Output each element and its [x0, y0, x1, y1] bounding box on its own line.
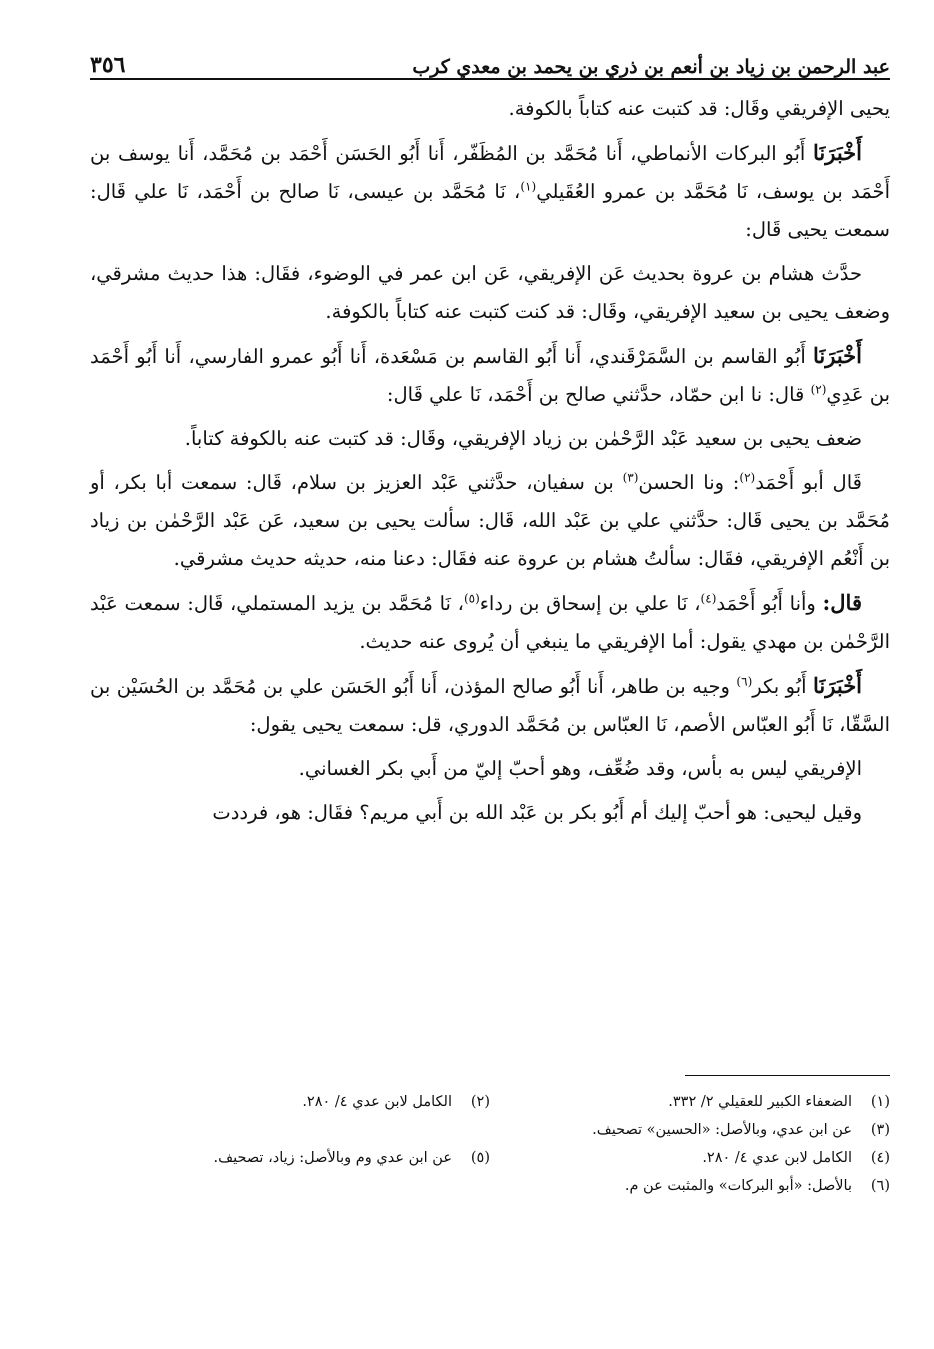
- footnote-marker: (٤): [700, 591, 717, 606]
- text-segment: ، نَا مُحَمَّد بن يزيد المستملي، قَال: سمعت عَبْد الرَّحْمٰن بن مهدي يقول: أما الإفريقي ما ينبغي أن يُروى عنه حديث.: [90, 592, 890, 653]
- running-title: عبد الرحمن بن زياد بن أنعم بن ذري بن يحمد بن معدي كرب: [412, 56, 890, 78]
- footnote-text: الكامل لابن عدي ٤/ ٢٨٠.: [302, 1094, 452, 1110]
- footnote-number: (٣): [870, 1122, 890, 1138]
- text-segment: حدَّث هشام بن عروة بحديث عَن الإفريقي، عَن ابن عمر في الوضوء، فقَال: هذا حديث مشرقي، وضعف يحيى بن سعيد الإفريقي، وقَال: قد كنت كتبت عنه كتاباً بالكوفة.: [90, 262, 890, 323]
- footnote-area: [90, 0, 890, 1349]
- footnote-marker: (٦): [736, 674, 753, 689]
- text-segment: ، نَا مُحَمَّد بن عيسى، نَا صالح بن أَحْمَد، نَا علي قَال: سمعت يحيى قَال:: [90, 180, 890, 241]
- text-segment: أَبُو القاسم بن السَّمَرْقَندي، أَنا أَبُو القاسم بن مَسْعَدة، أَنا أَبُو عمرو الفارسي، أَنا أَبُو أَحْمَد بن عَدِي: [90, 345, 890, 406]
- footnote-text: الضعفاء الكبير للعقيلي ٢/ ٣٣٢.: [668, 1094, 852, 1110]
- text-segment: وجيه بن طاهر، أَنا أَبُو صالح المؤذن، أَنا أَبُو الحَسَن علي بن مُحَمَّد بن الحُسَيْن بن السَّقّا، نَا أَبُو العبّاس الأصم، نَا العبّاس بن مُحَمَّد الدوري، قل: سمعت يحيى يقول:: [90, 675, 890, 736]
- footnote-marker: (٣): [622, 470, 639, 485]
- footnote: [90, 1088, 490, 1116]
- footnote-row: [90, 1116, 890, 1144]
- footnote-row: [90, 1172, 890, 1200]
- chain-keyword: أَخْبَرَنَا: [813, 140, 862, 165]
- text-segment: بن سفيان، حدَّثني عَبْد العزيز بن سلام، قَال: سمعت أبا بكر، أو مُحَمَّد بن يحيى قَال: حدَّثني علي بن عَبْد الله، قَال: سألت يحيى بن سعيد، عَن عَبْد الرَّحْمٰن بن زياد بن أَنْعُم الإفريقي، فقَال: سألتُ هشام بن عروة عنه فقَال: دعنا منه، حديثه حديث مشرقي.: [90, 471, 890, 570]
- footnote-text: عن ابن عدي، وبالأصل: «الحسين» تصحيف.: [592, 1122, 852, 1138]
- footnote-separator: [685, 1075, 890, 1076]
- chain-keyword: أَخْبَرَنَا: [813, 343, 862, 368]
- text-segment: قال: نا ابن حمّاد، حدَّثني صالح بن أَحْمَد، نَا علي قَال:: [386, 383, 811, 406]
- page-number: ٣٥٦: [90, 52, 126, 78]
- footnote: [90, 1144, 490, 1172]
- footnote-number: (١): [870, 1094, 890, 1110]
- footnote-number: (٢): [470, 1094, 490, 1110]
- text-segment: الإفريقي ليس به بأس، وقد ضُعِّف، وهو أحبّ إليّ من أَبي بكر الغساني.: [298, 757, 862, 780]
- text-segment: وقيل ليحيى: هو أحبّ إليك أم أَبُو بكر بن عَبْد الله بن أَبي مريم؟ فقَال: هو، فرددت: [212, 801, 862, 824]
- footnote: [490, 1144, 890, 1172]
- footnote-text: الكامل لابن عدي ٤/ ٢٨٠.: [702, 1150, 852, 1166]
- footnote-row: [90, 1088, 890, 1116]
- chain-keyword: أَخْبَرَنَا: [813, 673, 863, 698]
- footnote-number: (٤): [870, 1150, 890, 1166]
- footnote-marker: (١): [520, 179, 537, 194]
- text-segment: يحيى الإفريقي وقَال: قد كتبت عنه كتاباً بالكوفة.: [508, 97, 890, 120]
- text-segment: أَبُو البركات الأنماطي، أَنا مُحَمَّد بن المُظَفّر، أَنا أَبُو الحَسَن أَحْمَد بن مُحَمَّد، أَنا يوسف بن أَحْمَد بن يوسف، نَا مُحَمَّد بن عمرو العُقَيلي: [90, 142, 891, 203]
- chain-keyword: قال:: [822, 590, 862, 615]
- footnote-marker: (٢): [739, 470, 756, 485]
- text-segment: وأنا أَبُو أَحْمَد: [716, 592, 823, 615]
- footnote: [90, 1172, 890, 1200]
- text-segment: ضعف يحيى بن سعيد عَبْد الرَّحْمٰن بن زياد الإفريقي، وقَال: قد كتبت عنه بالكوفة كتاباً.: [184, 427, 862, 450]
- footnote-number: (٦): [870, 1178, 890, 1194]
- text-segment: : ونا الحسن: [638, 471, 740, 494]
- footnote-text: بالأصل: «أبو البركات» والمثبت عن م.: [624, 1178, 852, 1194]
- footnote-marker: (٢): [810, 382, 827, 397]
- footnotes: [90, 1088, 890, 1200]
- footnote-marker: (٥): [463, 591, 480, 606]
- footnote-text: عن ابن عدي وم وبالأصل: زياد، تصحيف.: [213, 1150, 452, 1166]
- text-segment: ، نَا علي بن إسحاق بن رداء: [479, 592, 701, 615]
- text-segment: أَبُو بكر: [752, 675, 814, 698]
- footnote: [490, 1088, 890, 1116]
- text-segment: قَال أبو أَحْمَد: [755, 471, 862, 494]
- footnote-row: [90, 1144, 890, 1172]
- footnote: [90, 1116, 890, 1144]
- footnote-number: (٥): [470, 1150, 490, 1166]
